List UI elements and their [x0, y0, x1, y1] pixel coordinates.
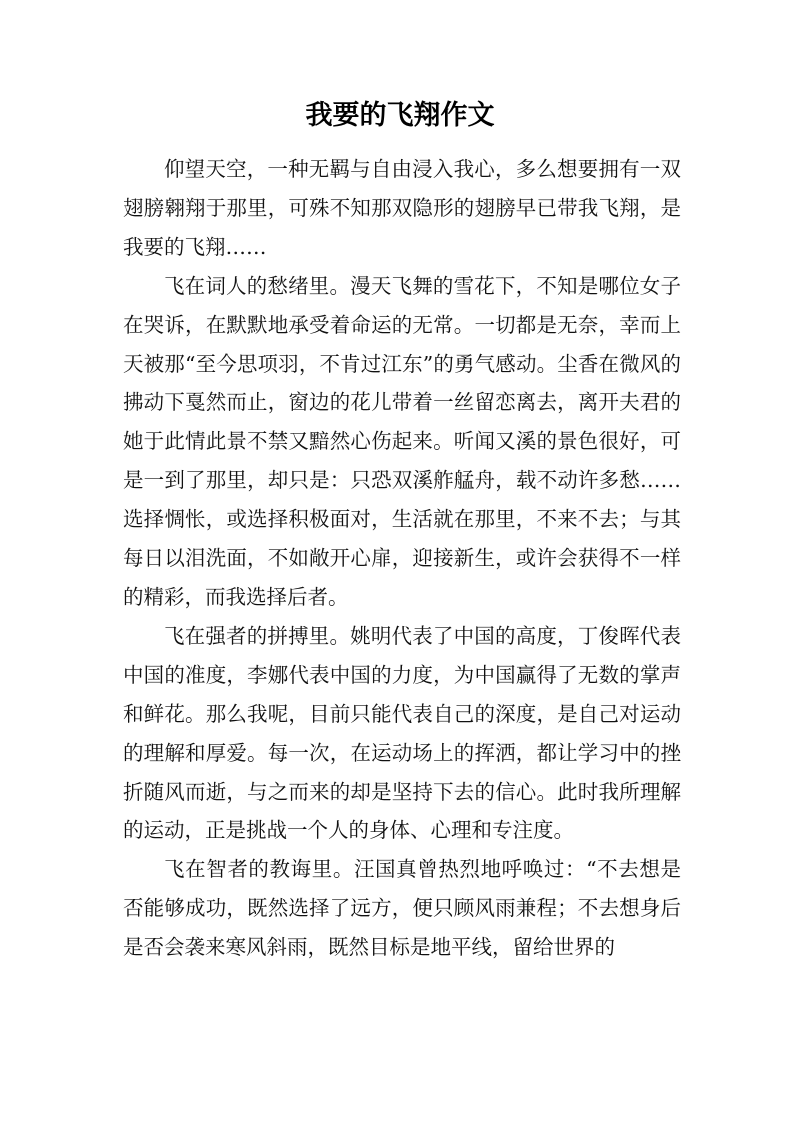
paragraph-3: 飞在强者的拼搏里。姚明代表了中国的高度，丁俊晖代表中国的准度，李娜代表中国的力度，为中国赢得了无数的掌声和鲜花。那么我呢，目前只能代表自己的深度，是自己对运动的理解和厚爱。每一次，在运动场上的挥洒，都让学习中的挫折随风而逝，与之而来的却是坚持下去的信心。此时我所理解的运动，正是挑战一个人的身体、心理和专注度。 [123, 623, 681, 843]
essay-body [123, 150, 681, 967]
paragraph-4: 飞在智者的教诲里。汪国真曾热烈地呼唤过：“不去想是否能够成功，既然选择了远方，便只顾风雨兼程；不去想身后是否会袭来寒风斜雨，既然目标是地平线，留给世界的 [123, 857, 681, 960]
paragraph-2: 飞在词人的愁绪里。漫天飞舞的雪花下，不知是哪位女子在哭诉，在默默地承受着命运的无常。一切都是无奈，幸而上天被那“至今思项羽，不肯过江东”的勇气感动。尘香在微风的拂动下戛然而止，窗边的花儿带着一丝留恋离去，离开夫君的她于此情此景不禁又黯然心伤起来。听闻又溪的景色很好，可是一到了那里，却只是：只恐双溪舴艋舟，载不动许多愁……选择惆怅，或选择积极面对，生活就在那里，不来不去；与其每日以泪洗面，不如敞开心扉，迎接新生，或许会获得不一样的精彩，而我选择后者。 [123, 273, 681, 609]
document-title: 我要的飞翔作文 [305, 100, 495, 131]
paragraph-1: 仰望天空，一种无羁与自由浸入我心，多么想要拥有一双翅膀翱翔于那里，可殊不知那双隐形的翅膀早已带我飞翔，是我要的飞翔…… [123, 157, 681, 259]
